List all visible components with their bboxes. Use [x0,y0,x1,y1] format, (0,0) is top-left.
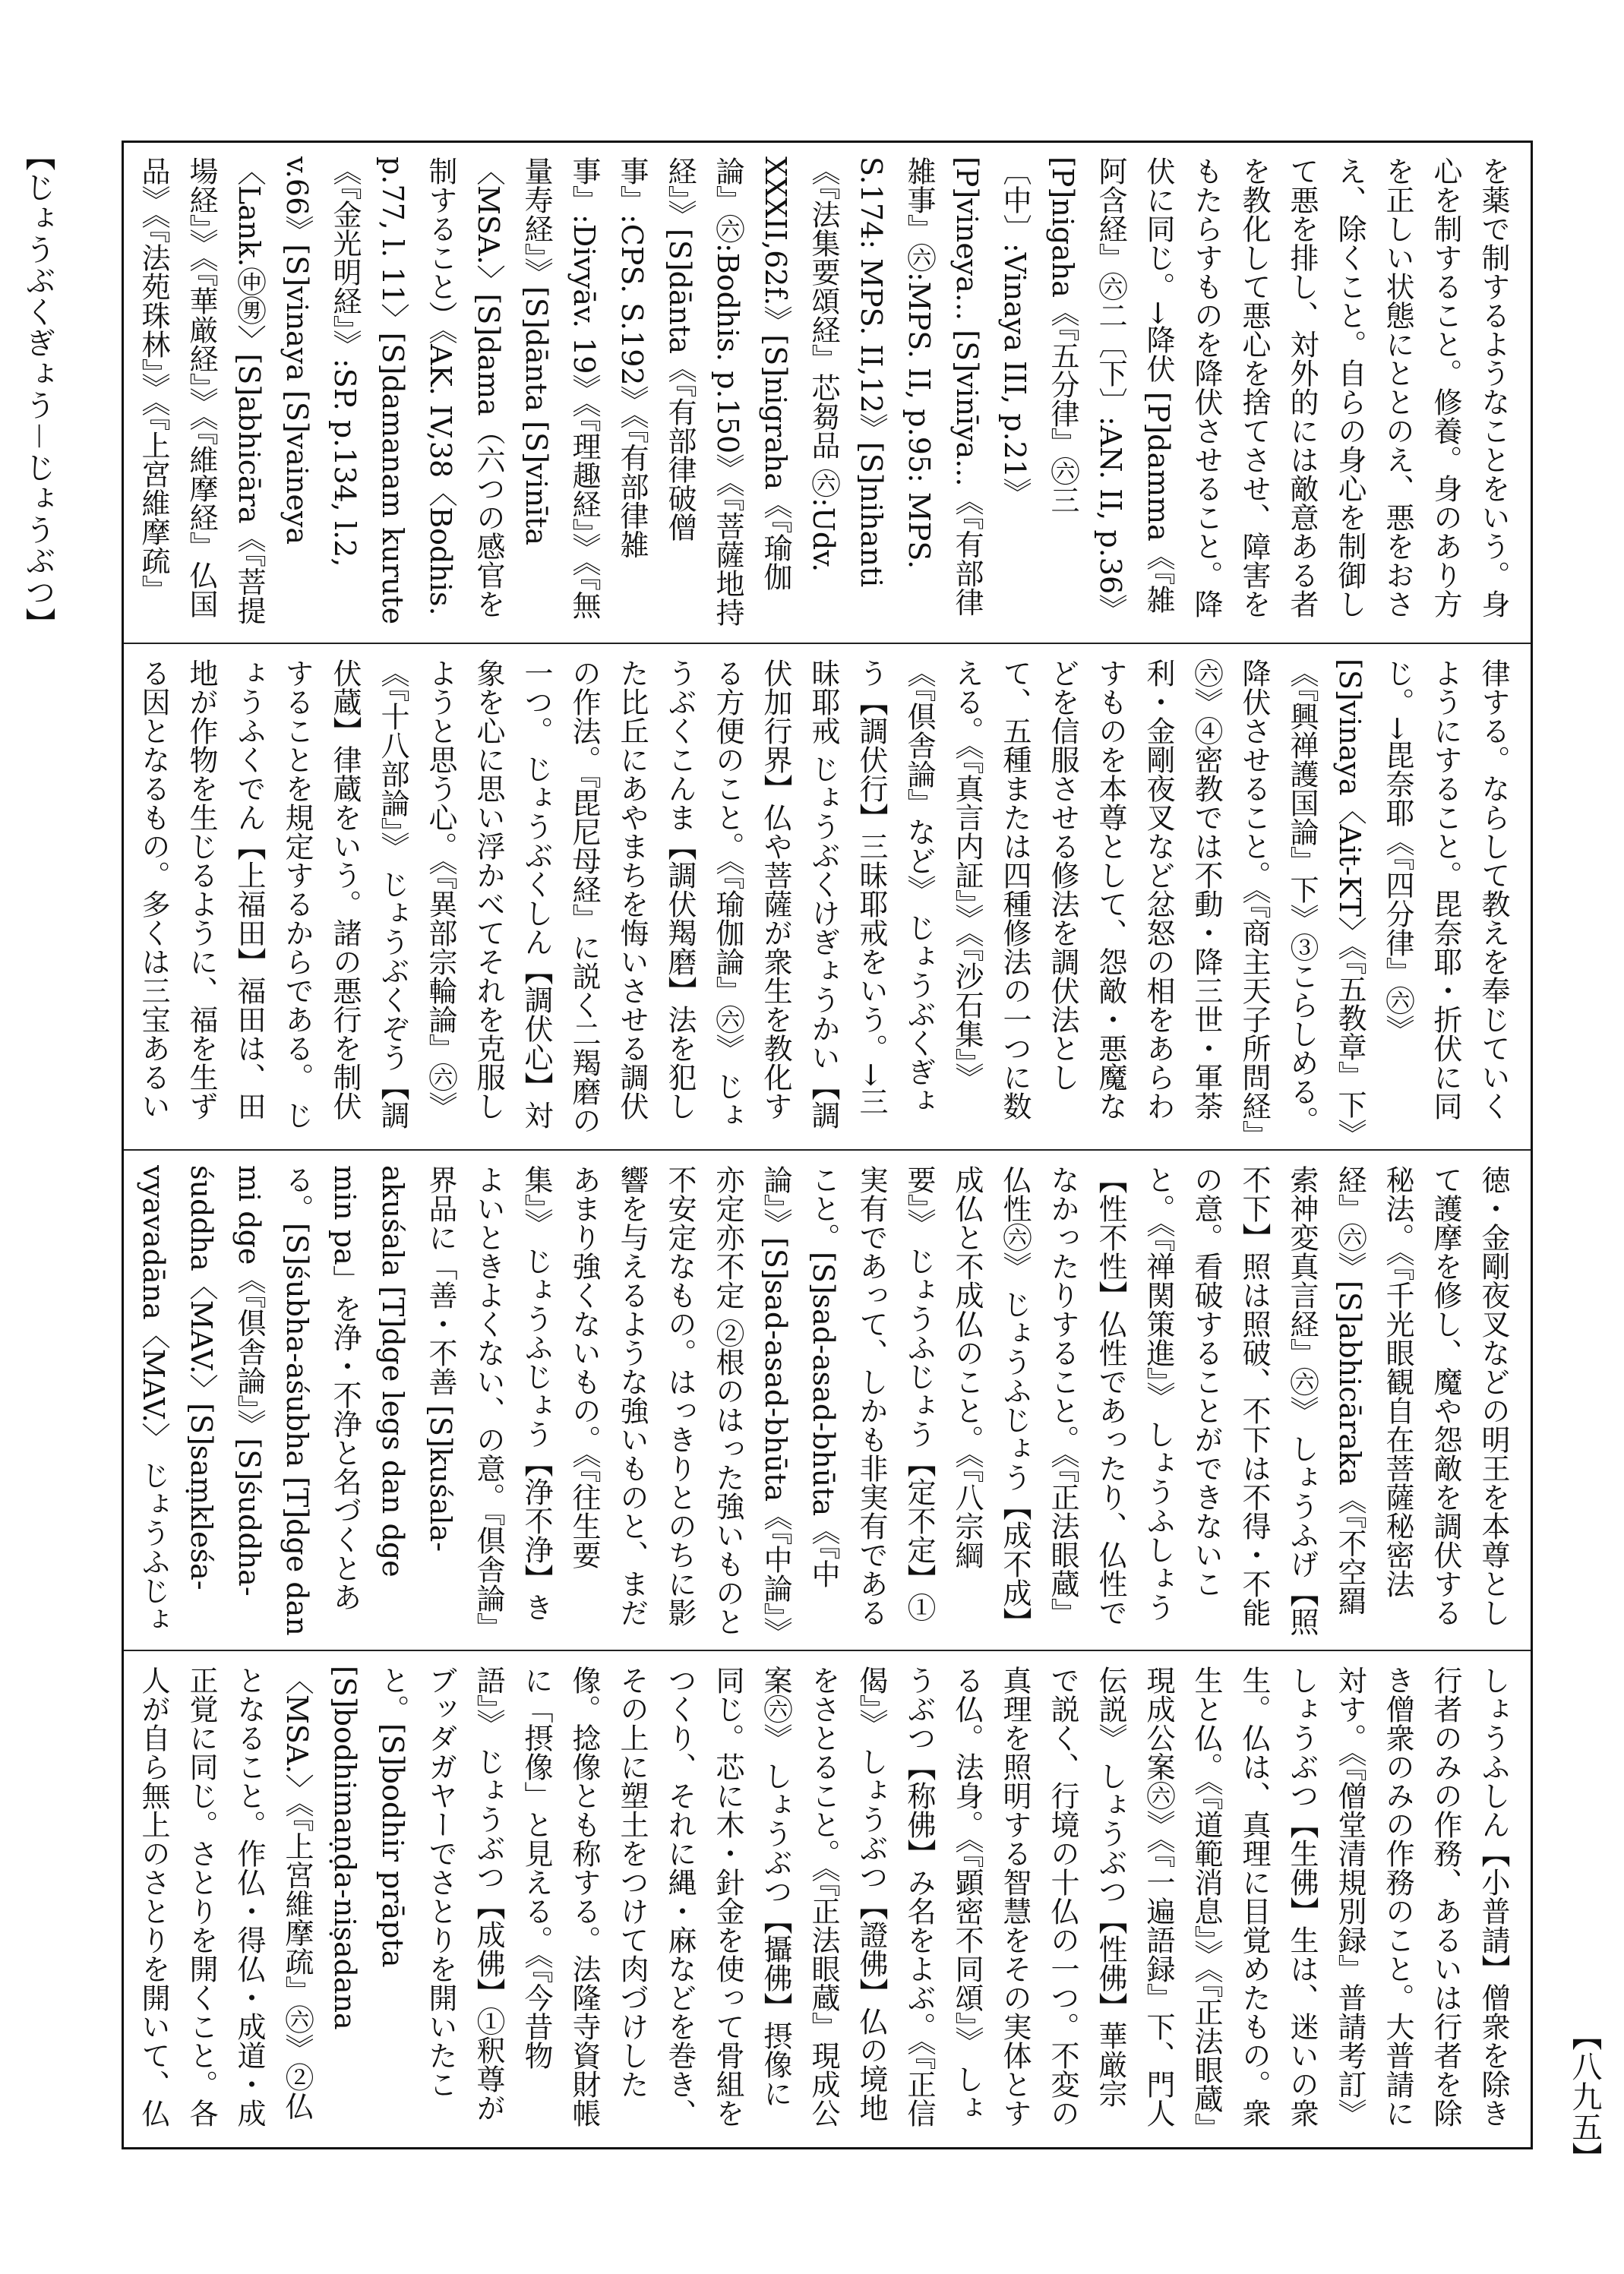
tier-2-text [134,659,1517,1139]
tier-4-text [134,1666,1517,2137]
tier-3-text [134,1165,1517,1639]
tier-2-paragraph: 律する。ならして教えを奉じていくようにすること。毘奈耶・折伏に同じ。→毘奈耶《『四分律』㊅》[S]vinaya〈Ait-KT〉《『五教章』下》《『興禅護国論』下》③こらしめる。降伏させること。《『商主天子所問経』㊅》④密教では不動・降三世・軍荼利・金剛夜叉など忿怒の相をあらわすものを本尊として、怨敵・悪魔などを信服させる修法を調伏法として、五種または四種修法の一つに数える。《『真言内証』》《『沙石集』》《『倶舎論』など》 じょうぶくぎょう【調伏行】三昧耶戒をいう。→三昧耶戒 じょうぶくけぎょうかい【調伏加行界】仏や菩薩が衆生を教化する方便のこと。《『瑜伽論』㊅》 じょうぶくこんま【調伏羯磨】法を犯した比丘にあやまちを悔いさせる調伏の作法。『毘尼母経』に説く二羯磨の一つ。 じょうぶくしん【調伏心】対象を心に思い浮かべてそれを克服しようと思う心。《『異部宗輪論』㊅》《『十八部論』》 じょうぶくぞう【調伏蔵】律蔵をいう。諸の悪行を制伏することを規定するからである。 じょうふくでん【上福田】福田は、田地が作物を生じるように、福を生ずる因となるもの。多くは三宝あるい [137,659,1510,1135]
tier-1-text [134,156,1517,632]
tier-4-paragraph: しょうふしん【小普請】僧衆を除き行者のみの作務、あるいは行者を除き僧衆のみの作務のこと。大普請に対す。《『僧堂清規別録』普請考訂》 しょうぶつ【生佛】生は、迷いの衆生。仏は、真理に目覚めたもの。衆生と仏。《『道範消息』》《『正法眼蔵』現成公案㊅》《『一遍語録』下、門人伝説》 しょうぶつ【性佛】華厳宗で説く、行境の十仏の一つ。不変の真理を照明する智慧をその実体とする仏。法身。《『顕密不同頌』》 しょうぶつ【称佛】み名をよぶ。《『正信偈』》 しょうぶつ【證佛】仏の境地をさとること。《『正法眼蔵』現成公案㊅》 しょうぶつ【攝佛】摂像に同じ。芯に木・針金を使って骨組をつくり、それに縄・麻などを巻き、その上に塑土をつけて肉づけした像。捻像とも称する。法隆寺資財帳に「摂像」と見える。《『今昔物語』》 じょうぶつ【成佛】①釈尊がブッダガヤーでさとりを開いたこと。[S]bodhir prāpta [S]bodhimaṇḍa-niṣadana〈MSA.〉《『上宮維摩疏』㊅》②仏となること。作仏・得仏・成道・成正覚に同じ。さとりを開くこと。各人が自ら無上のさとりを開いて、仏 [137,1666,1510,2127]
page-frame [122,141,1533,2149]
tier-1 [124,143,1531,643]
tier-divider-3 [124,1650,1531,1651]
tier-divider-2 [124,1149,1531,1151]
tier-4 [124,1652,1531,2147]
page-number: 【八九五】 [1567,2020,1602,2172]
tier-3 [124,1151,1531,1650]
running-head: 【じょうぶくぎょう－じょうぶつ】 [21,141,55,639]
tier-1-paragraph: を薬で制するようなことをいう。身心を制すること。修養。身のあり方を正しい状態にととのえ、悪をおさえ、除くこと。自らの身心を制御して悪を排し、対外的には敵意ある者を教化して悪心を捨てさせ、障害をもたらすものを降伏させること。降伏に同じ。→降伏 [P]damma《『雑阿含経』㊅二〔下〕:AN. II, p.36》[P]nigaha《『五分律』㊅三〔中〕:Vinaya III, p.21》[P]vineya... [S]vinīya...《『有部律雑事』㊅:MPS. II, p.95: MPS. S.174: MPS. II,12》[S]nihanti《『法集要頌経』芯芻品 ㊅:Udv. XXXII,62f.》[S]nigraha《『瑜伽論』㊅:Bodhis. p.150》《『菩薩地持経』》[S]dānta《『有部律破僧事』:CPS. S.192》《『有部律雑事』:Divyāv. 19》《『理趣経』》《『無量寿経』》[S]dānta [S]vinīta〈MSA.〉[S]dama（六つの感官を制すること）《AK. IV,38〈Bodhis. p.77, l. 11〉[S]damanam kurute《『金光明経』》:SP. p.134, l.2, v.66》[S]vinaya [S]vaineya〈Lank.㊥㊚〉[S]abhicāra《『菩提場経』》《『華厳経』》《『維摩経』仏国品》《『法苑珠林』》《『上宮維摩疏』 [137,156,1510,627]
tier-2 [124,645,1531,1149]
tier-3-paragraph: 徳・金剛夜叉などの明王を本尊として護摩を修し、魔や怨敵を調伏する秘法。《『千光眼観自在菩薩秘密法経』㊅》[S]abhicāraka《『不空羂索神変真言経』㊅》 しょうふげ【照不下】照は照破、不下は不得・不能の意。看破することができないこと。《『禅関策進』》 しょうふしょう【性不性】仏性であったり、仏性でなかったりすること。《『正法眼蔵』仏性㊅》 じょうふじょう【成不成】成仏と不成仏のこと。《『八宗綱要』》 じょうふじょう【定不定】①実有であって、しかも非実有であること。[S]sad-asad-bhūta《『中論』》[S]sad-asad-bhūta《『中論』》亦定亦不定 ②根のはった強いものと不安定なもの。はっきりとのちに影響を与えるような強いものと、まだあまり強くないもの。《『往生要集』》 じょうふじょう【浄不浄】きよいときよくない、の意。『倶舎論』界品に「善・不善 [S]kuśala-akuśala [T]dge legs dan dge min pa」を浄・不浄と名づくとある。[S]śubha-aśubha [T]dge dan mi dge《『倶舎論』》[S]śuddha-śuddha〈MAV.〉[S]saṃkleśa-vyavadāna〈MAV.〉 じょうふじょ [137,1165,1510,1637]
tier-divider-1 [124,643,1531,644]
